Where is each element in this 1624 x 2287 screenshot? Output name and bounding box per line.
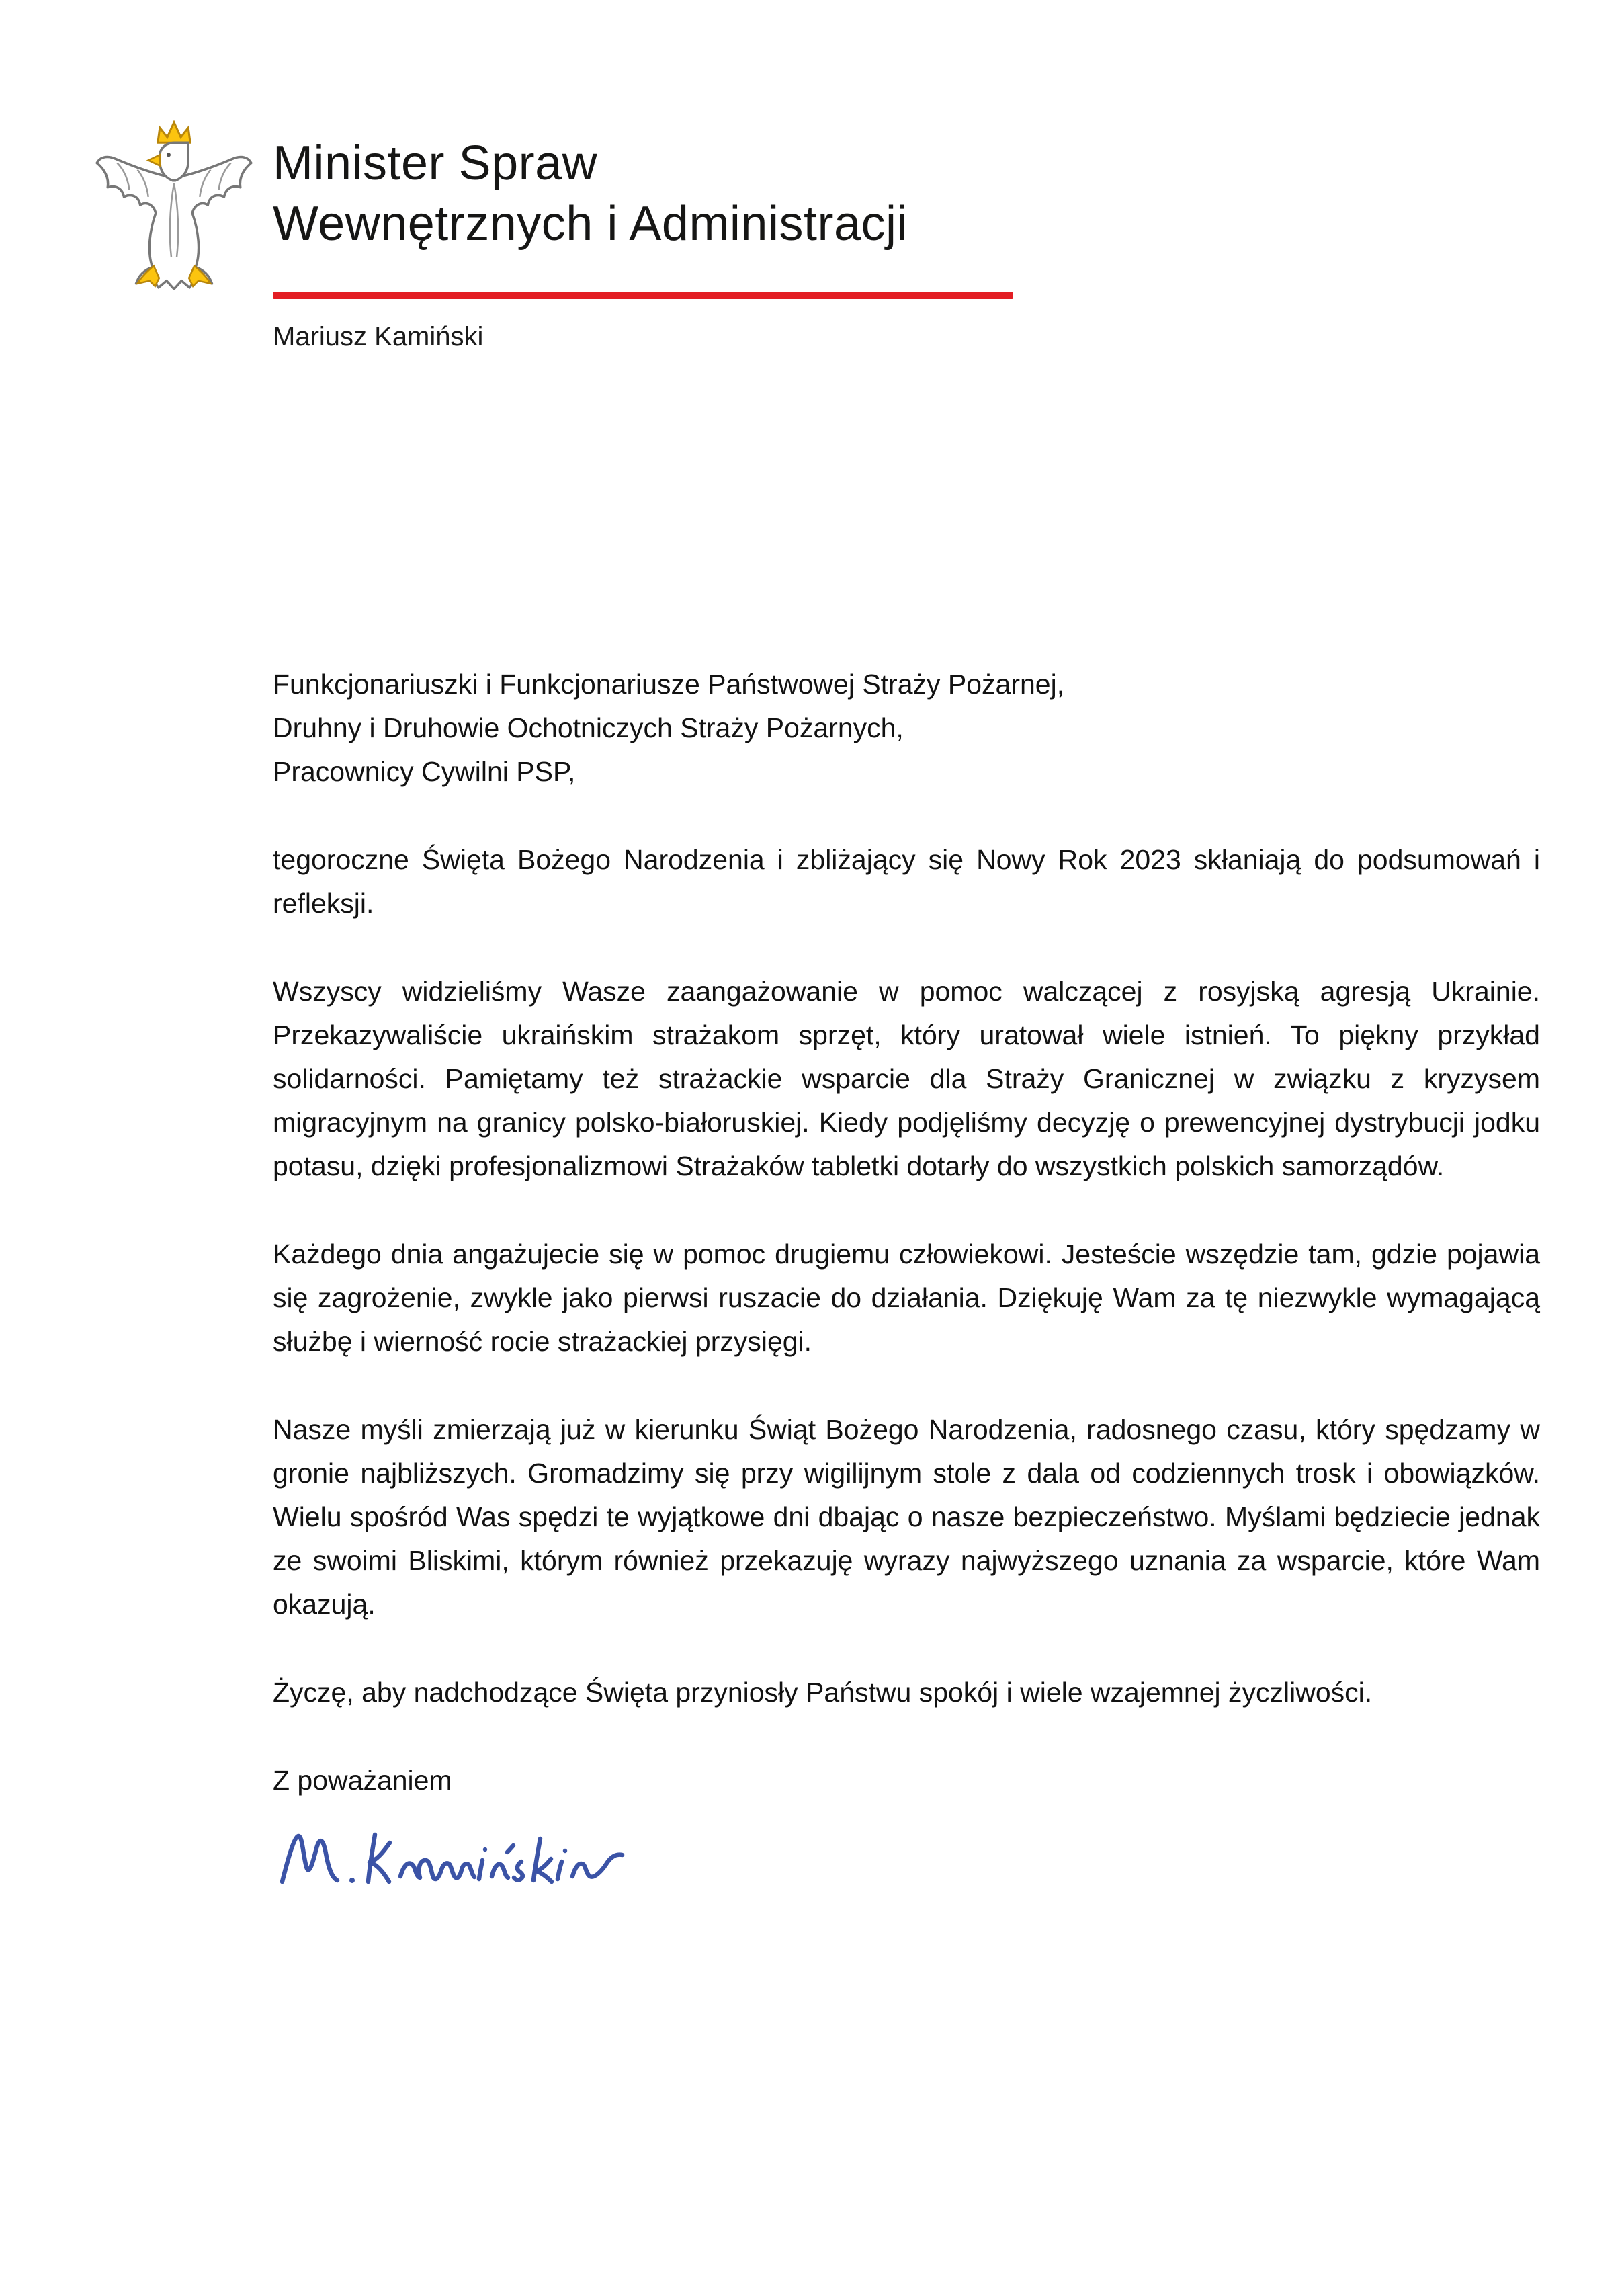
ministry-title — [273, 133, 1013, 254]
minister-name: Mariusz Kamiński — [273, 322, 484, 351]
salutation-line-3: Pracownicy Cywilni PSP, — [273, 756, 576, 787]
ministry-title-line2: Wewnętrznych i Administracji — [273, 197, 908, 251]
red-divider — [273, 292, 1013, 299]
letter-paragraph-1: tegoroczne Święta Bożego Narodzenia i zbliżający się Nowy Rok 2023 skłaniają do podsumowań i refleksji. — [273, 844, 1540, 919]
letter-paragraph-4: Nasze myśli zmierzają już w kierunku Świąt Bożego Narodzenia, radosnego czasu, który spędzamy w gronie najbliższych. Gromadzimy się przy wigilijnym stole z dala od codziennych trosk i obowiązków. Wielu spośród Was spędzi te wyjątkowe dni dbając o nasze bezpieczeństwo. Myślami będziecie jednak ze swoimi Bliskimi, którym również przekazuję wyrazy najwyższego uznania za wsparcie, które Wam okazują. — [273, 1414, 1540, 1620]
polish-eagle-emblem — [93, 118, 255, 300]
salutation-line-2: Druhny i Druhowie Ochotniczych Straży Pożarnych, — [273, 712, 904, 743]
letter-paragraph-5: Życzę, aby nadchodzące Święta przyniosły Państwu spokój i wiele wzajemnej życzliwości. — [273, 1677, 1373, 1708]
salutation-line-1: Funkcjonariuszki i Funkcjonariusze Państwowej Straży Pożarnej, — [273, 669, 1065, 700]
letter-paragraph-2: Wszyscy widzieliśmy Wasze zaangażowanie w pomoc walczącej z rosyjską agresją Ukrainie. Przekazywaliście ukraińskim strażakom sprzęt, który uratował wiele istnień. To piękny przykład solidarności. Pamiętamy też strażackie wsparcie dla Straży Granicznej w związku z kryzysem migracyjnym na granicy polsko-białoruskiej. Kiedy podjęliśmy decyzję o prewencyjnej dystrybucji jodku potasu, dzięki profesjonalizmowi Strażaków tabletki dotarły do wszystkich polskich samorządów. — [273, 976, 1540, 1181]
letter-paragraph-3: Każdego dnia angażujecie się w pomoc drugiemu człowiekowi. Jesteście wszędzie tam, gdzie pojawia się zagrożenie, zwykle jako pierwsi ruszacie do działania. Dziękuję Wam za tę niezwykle wymagającą służbę i wierność rocie strażackiej przysięgi. — [273, 1239, 1540, 1357]
handwritten-signature — [273, 1820, 1540, 1901]
letterhead-title-block — [273, 133, 1013, 352]
letter-body — [273, 663, 1540, 1901]
ministry-title-line1: Minister Spraw — [273, 136, 598, 190]
salutation — [273, 663, 1540, 794]
closing-formula: Z poważaniem — [273, 1765, 452, 1796]
